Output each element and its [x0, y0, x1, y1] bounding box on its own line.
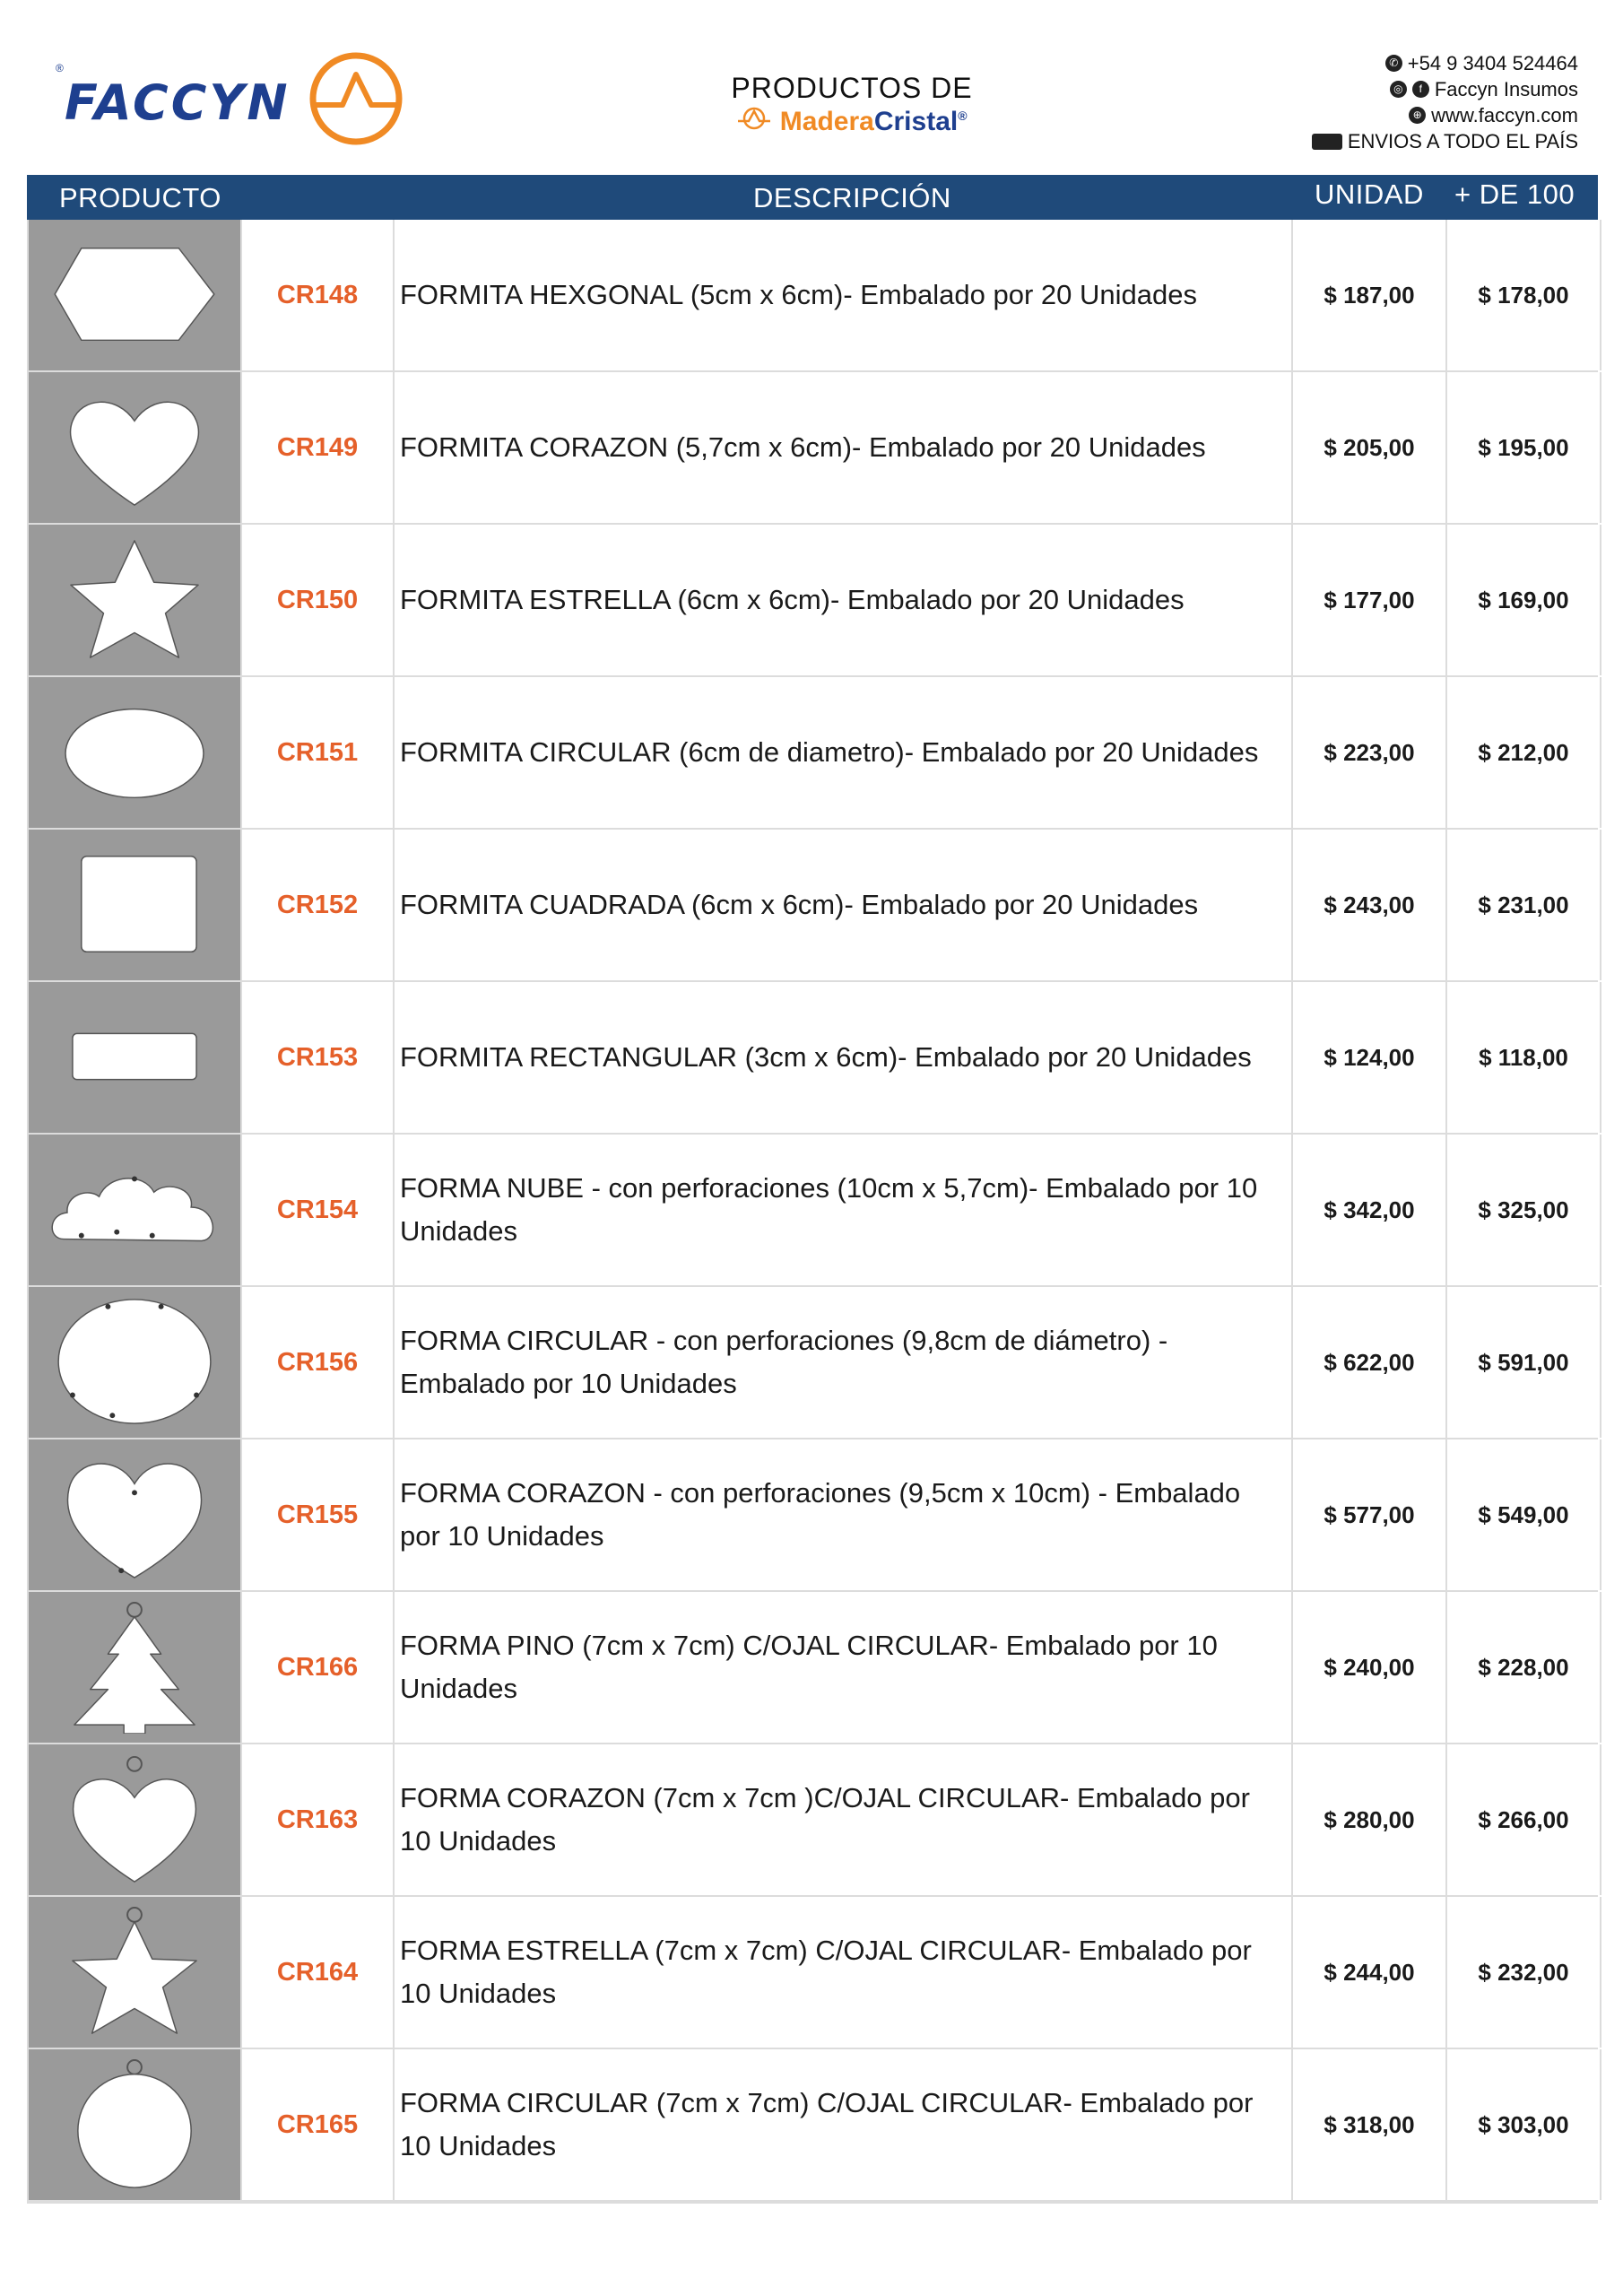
unit-price: $ 342,00: [1293, 1135, 1447, 1285]
header-bulk: + DE 100: [1454, 178, 1575, 210]
table-row: [29, 525, 1598, 677]
globe-icon: ⊕: [1409, 107, 1426, 124]
unit-price: $ 318,00: [1293, 2049, 1447, 2200]
heart-perforated-shape: [45, 1448, 224, 1581]
product-image: [29, 677, 240, 828]
rectangle-shape: [45, 991, 224, 1124]
product-code: CR149: [240, 372, 395, 523]
star-shape: [45, 534, 224, 666]
product-code: CR164: [240, 1897, 395, 2048]
contact-phone-row: [1312, 50, 1578, 76]
unit-price: $ 223,00: [1293, 677, 1447, 828]
pine-tree-shape: [45, 1601, 224, 1734]
heart-shape: [45, 381, 224, 514]
facebook-icon: f: [1412, 81, 1429, 98]
title-registered-mark: ®: [958, 109, 968, 123]
product-code: CR152: [240, 830, 395, 980]
unit-price: $ 244,00: [1293, 1897, 1447, 2048]
product-description: FORMA CIRCULAR - con perforaciones (9,8cm de diámetro) - Embalado por 10 Unidades: [395, 1287, 1293, 1438]
header-product: PRODUCTO: [59, 182, 221, 213]
product-code: CR165: [240, 2049, 395, 2200]
contact-shipping: ENVIOS A TODO EL PAÍS: [1347, 130, 1578, 152]
bulk-price: $ 231,00: [1447, 830, 1601, 980]
product-image: [29, 1897, 240, 2048]
unit-price: $ 622,00: [1293, 1287, 1447, 1438]
title-cristal: Cristal: [873, 107, 959, 136]
table-row: [29, 830, 1598, 982]
contact-phone[interactable]: +54 9 3404 524464: [1407, 52, 1578, 74]
product-code: CR148: [240, 220, 395, 370]
bulk-price: $ 591,00: [1447, 1287, 1601, 1438]
unit-price: $ 187,00: [1293, 220, 1447, 370]
product-code: CR151: [240, 677, 395, 828]
bulk-price: $ 266,00: [1447, 1744, 1601, 1895]
bulk-price: $ 325,00: [1447, 1135, 1601, 1285]
product-code: CR166: [240, 1592, 395, 1743]
table-header: [27, 175, 1598, 220]
unit-price: $ 280,00: [1293, 1744, 1447, 1895]
product-image: [29, 525, 240, 675]
unit-price: $ 243,00: [1293, 830, 1447, 980]
product-code: CR153: [240, 982, 395, 1133]
oval-shape: [45, 686, 224, 819]
product-image: [29, 220, 240, 370]
product-description: FORMA NUBE - con perforaciones (10cm x 5,7cm)- Embalado por 10 Unidades: [395, 1135, 1293, 1285]
contact-website-row: [1312, 102, 1578, 128]
product-image: [29, 1439, 240, 1590]
circle-eyelet-shape: [45, 2058, 224, 2191]
product-image: [29, 1287, 240, 1438]
contact-info: [1312, 50, 1578, 154]
contact-social[interactable]: Faccyn Insumos: [1434, 78, 1578, 100]
heart-eyelet-shape: [45, 1753, 224, 1886]
unit-price: $ 577,00: [1293, 1439, 1447, 1590]
bulk-price: $ 169,00: [1447, 525, 1601, 675]
truck-icon: [1312, 134, 1342, 150]
product-description: FORMITA RECTANGULAR (3cm x 6cm)- Embalado por 20 Unidades: [395, 982, 1293, 1133]
product-image: [29, 1592, 240, 1743]
catalog-title: [673, 72, 1031, 137]
title-madera: Madera: [779, 107, 874, 136]
contact-website[interactable]: www.faccyn.com: [1431, 104, 1578, 126]
bulk-price: $ 195,00: [1447, 372, 1601, 523]
product-image: [29, 1135, 240, 1285]
product-description: FORMITA CORAZON (5,7cm x 6cm)- Embalado por 20 Unidades: [395, 372, 1293, 523]
table-row: [29, 982, 1598, 1135]
logo-text: FACCYN: [65, 74, 291, 131]
table-body: [27, 220, 1598, 2204]
product-description: FORMITA HEXGONAL (5cm x 6cm)- Embalado por 20 Unidades: [395, 220, 1293, 370]
contact-social-row: [1312, 76, 1578, 102]
instagram-icon: ◎: [1390, 81, 1407, 98]
circle-perforated-shape: [45, 1296, 224, 1429]
table-row: [29, 1592, 1598, 1744]
bulk-price: $ 232,00: [1447, 1897, 1601, 2048]
unit-price: $ 177,00: [1293, 525, 1447, 675]
header-unit: UNIDAD: [1315, 178, 1424, 210]
product-description: FORMA PINO (7cm x 7cm) C/OJAL CIRCULAR- Embalado por 10 Unidades: [395, 1592, 1293, 1743]
table-row: [29, 220, 1598, 372]
table-row: [29, 1135, 1598, 1287]
madera-cristal-logo-icon: [736, 107, 772, 130]
unit-price: $ 124,00: [1293, 982, 1447, 1133]
star-eyelet-shape: [45, 1906, 224, 2039]
product-description: FORMA CORAZON (7cm x 7cm )C/OJAL CIRCULAR- Embalado por 10 Unidades: [395, 1744, 1293, 1895]
product-code: CR163: [240, 1744, 395, 1895]
bulk-price: $ 212,00: [1447, 677, 1601, 828]
table-row: [29, 1897, 1598, 2049]
table-row: [29, 2049, 1598, 2202]
product-image: [29, 1744, 240, 1895]
contact-shipping-row: [1312, 128, 1578, 154]
product-image: [29, 830, 240, 980]
unit-price: $ 240,00: [1293, 1592, 1447, 1743]
product-code: CR150: [240, 525, 395, 675]
bulk-price: $ 178,00: [1447, 220, 1601, 370]
square-shape: [45, 839, 224, 971]
logo-ring-icon: [307, 49, 405, 148]
table-row: [29, 372, 1598, 525]
bulk-price: $ 549,00: [1447, 1439, 1601, 1590]
unit-price: $ 205,00: [1293, 372, 1447, 523]
bulk-price: $ 118,00: [1447, 982, 1601, 1133]
product-description: FORMA CORAZON - con perforaciones (9,5cm x 10cm) - Embalado por 10 Unidades: [395, 1439, 1293, 1590]
product-image: [29, 982, 240, 1133]
product-code: CR156: [240, 1287, 395, 1438]
product-image: [29, 372, 240, 523]
table-row: [29, 677, 1598, 830]
whatsapp-icon: ✆: [1385, 55, 1402, 72]
faccyn-logo: [56, 49, 405, 166]
product-image: [29, 2049, 240, 2200]
logo-registered-mark: ®: [56, 62, 64, 74]
product-code: CR154: [240, 1135, 395, 1285]
price-table: [27, 175, 1598, 2204]
bulk-price: $ 303,00: [1447, 2049, 1601, 2200]
product-description: FORMITA CUADRADA (6cm x 6cm)- Embalado por 20 Unidades: [395, 830, 1293, 980]
page-header: [0, 0, 1623, 175]
product-description: FORMITA ESTRELLA (6cm x 6cm)- Embalado por 20 Unidades: [395, 525, 1293, 675]
product-code: CR155: [240, 1439, 395, 1590]
table-row: [29, 1439, 1598, 1592]
product-description: FORMA ESTRELLA (7cm x 7cm) C/OJAL CIRCULAR- Embalado por 10 Unidades: [395, 1897, 1293, 2048]
hexagon-shape: [45, 229, 224, 361]
cloud-shape: [45, 1144, 224, 1276]
table-row: [29, 1744, 1598, 1897]
title-line2: [673, 107, 1031, 137]
product-description: FORMA CIRCULAR (7cm x 7cm) C/OJAL CIRCULAR- Embalado por 10 Unidades: [395, 2049, 1293, 2200]
table-row: [29, 1287, 1598, 1439]
title-line1: PRODUCTOS DE: [731, 72, 973, 104]
bulk-price: $ 228,00: [1447, 1592, 1601, 1743]
product-description: FORMITA CIRCULAR (6cm de diametro)- Embalado por 20 Unidades: [395, 677, 1293, 828]
header-description: DESCRIPCIÓN: [753, 182, 951, 213]
